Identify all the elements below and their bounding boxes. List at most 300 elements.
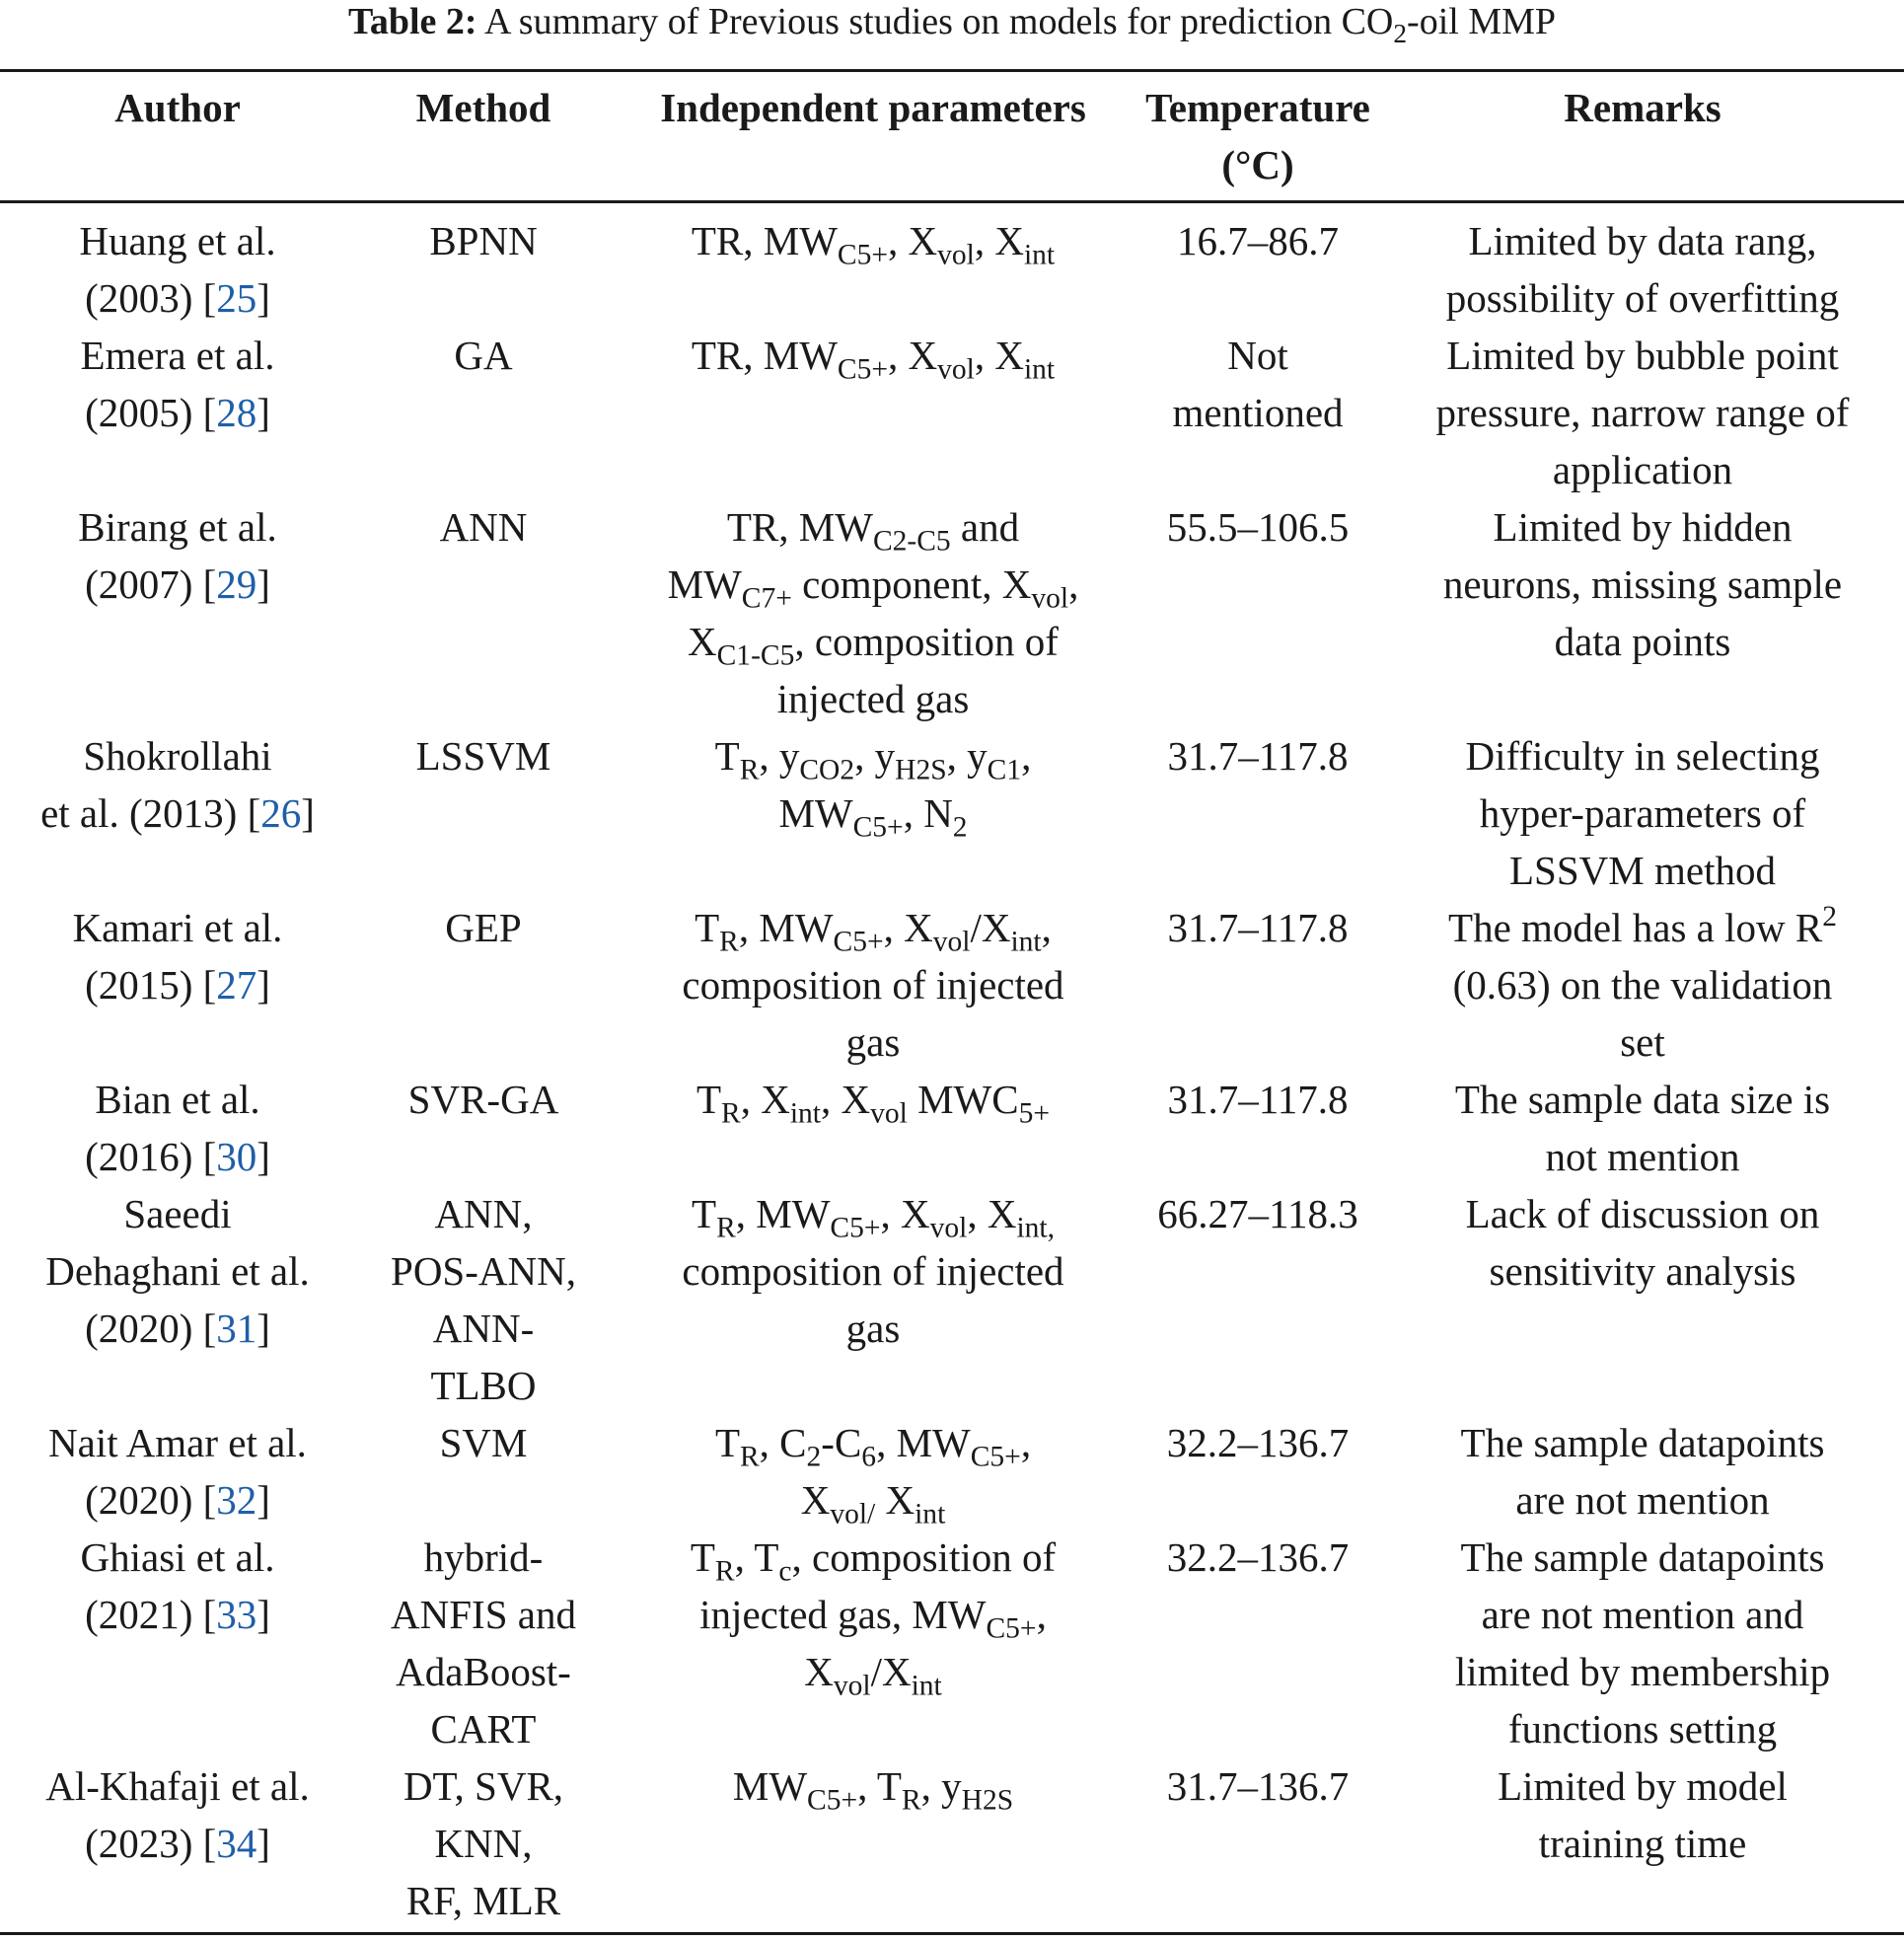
caption-sub: 2 bbox=[1393, 18, 1408, 48]
param-subscript: C1-C5 bbox=[716, 639, 795, 672]
remarks-cell bbox=[1381, 1529, 1904, 1757]
param-text: , MW bbox=[738, 905, 834, 950]
remarks-text: not mention bbox=[1545, 1134, 1740, 1179]
author-line bbox=[0, 1414, 355, 1471]
param-subscript: int bbox=[1023, 353, 1056, 386]
parameters-line bbox=[612, 1300, 1135, 1357]
param-subscript: C5+ bbox=[970, 1441, 1021, 1473]
parameters-line bbox=[612, 1185, 1135, 1242]
author-line bbox=[0, 899, 355, 956]
param-text: /X bbox=[970, 905, 1011, 950]
author-text: Nait Amar et al. bbox=[48, 1420, 307, 1465]
remarks-line bbox=[1381, 1471, 1904, 1529]
temperature-cell bbox=[1135, 1529, 1381, 1586]
author-line bbox=[0, 1242, 355, 1300]
remarks-line bbox=[1381, 212, 1904, 269]
table-caption bbox=[0, 0, 1904, 48]
author-text: Ghiasi et al. bbox=[80, 1534, 275, 1580]
author-text: Huang et al. bbox=[79, 218, 276, 263]
parameters-line bbox=[612, 956, 1135, 1013]
remarks-text: sensitivity analysis bbox=[1489, 1248, 1796, 1294]
remarks-text: hyper-parameters of bbox=[1479, 790, 1806, 836]
param-subscript: C5+ bbox=[833, 926, 884, 958]
reference-link[interactable]: 32 bbox=[216, 1477, 257, 1523]
param-subscript: int, bbox=[1016, 1212, 1055, 1244]
method-line: POS-ANN, bbox=[391, 1248, 576, 1294]
temperature-line: 31.7–117.8 bbox=[1167, 905, 1349, 950]
method-cell bbox=[355, 1185, 612, 1414]
remarks-line bbox=[1381, 1586, 1904, 1643]
bracket-close: ] bbox=[256, 962, 270, 1007]
param-subscript: R bbox=[721, 1097, 741, 1130]
method-cell bbox=[355, 899, 612, 956]
parameters-line bbox=[612, 1414, 1135, 1471]
parameters-line bbox=[612, 899, 1135, 956]
author-text: (2005) [ bbox=[85, 390, 217, 435]
method-cell bbox=[355, 212, 612, 269]
author-line bbox=[0, 1300, 355, 1357]
param-text: , bbox=[1068, 561, 1079, 607]
method-line: ANN, bbox=[434, 1191, 533, 1236]
param-text: , composition of bbox=[791, 1534, 1057, 1580]
parameters-line bbox=[612, 556, 1135, 613]
parameters-line bbox=[612, 212, 1135, 269]
param-text: gas bbox=[845, 1019, 901, 1065]
bracket-close: ] bbox=[256, 1477, 270, 1523]
author-cell bbox=[0, 212, 355, 327]
param-subscript: R bbox=[714, 1555, 735, 1588]
param-subscript: CO2 bbox=[799, 754, 855, 786]
param-subscript: H2S bbox=[961, 1784, 1014, 1817]
remarks-text: LSSVM method bbox=[1509, 848, 1776, 893]
author-line bbox=[0, 956, 355, 1013]
param-subscript: 5+ bbox=[1018, 1097, 1050, 1130]
param-text: , N bbox=[903, 790, 953, 836]
remarks-text: Limited by bubble point bbox=[1446, 333, 1839, 378]
param-text: , y bbox=[759, 733, 800, 779]
param-text: , C bbox=[759, 1420, 807, 1465]
header-remarks: Remarks bbox=[1564, 85, 1721, 130]
param-subscript: C5+ bbox=[837, 239, 889, 271]
remarks-text: set bbox=[1620, 1019, 1665, 1065]
param-subscript: C7+ bbox=[741, 582, 792, 615]
remarks-text: are not mention bbox=[1515, 1477, 1770, 1523]
temperature-line: 31.7–117.8 bbox=[1167, 1077, 1349, 1122]
param-text: , X bbox=[821, 1077, 871, 1122]
author-cell bbox=[0, 727, 355, 842]
author-line bbox=[0, 1128, 355, 1185]
remarks-line bbox=[1381, 1185, 1904, 1242]
remarks-text: The sample data size is bbox=[1454, 1077, 1831, 1122]
reference-link[interactable]: 25 bbox=[216, 275, 257, 321]
author-cell bbox=[0, 1529, 355, 1643]
param-subscript: C2-C5 bbox=[872, 525, 951, 558]
header-method: Method bbox=[415, 85, 551, 130]
parameters-cell bbox=[612, 327, 1135, 384]
parameters-cell bbox=[612, 498, 1135, 727]
parameters-cell bbox=[612, 899, 1135, 1071]
remarks-text: functions setting bbox=[1507, 1706, 1778, 1752]
param-subscript: int bbox=[915, 1498, 946, 1530]
reference-link[interactable]: 33 bbox=[216, 1592, 257, 1637]
param-text: , X bbox=[974, 333, 1024, 378]
author-line bbox=[0, 1757, 355, 1815]
author-line bbox=[0, 556, 355, 613]
param-text: , T bbox=[734, 1534, 779, 1580]
temperature-line: 16.7–86.7 bbox=[1177, 218, 1339, 263]
method-cell bbox=[355, 1529, 612, 1757]
remarks-text: data points bbox=[1554, 619, 1731, 664]
remarks-text: (0.63) on the validation bbox=[1452, 962, 1833, 1007]
param-subscript: 2 bbox=[806, 1441, 822, 1473]
temperature-cell bbox=[1135, 727, 1381, 784]
remarks-cell bbox=[1381, 498, 1904, 670]
method-line: ANN- bbox=[432, 1306, 535, 1351]
remarks-line bbox=[1381, 384, 1904, 441]
remarks-line bbox=[1381, 1071, 1904, 1128]
author-text: (2016) [ bbox=[85, 1134, 217, 1179]
remarks-text: Limited by data rang, bbox=[1468, 218, 1817, 263]
temperature-cell bbox=[1135, 212, 1381, 269]
param-text: T bbox=[690, 1534, 715, 1580]
parameters-line bbox=[612, 1586, 1135, 1643]
temperature-cell bbox=[1135, 1071, 1381, 1128]
author-line bbox=[0, 1471, 355, 1529]
reference-link[interactable]: 34 bbox=[216, 1821, 257, 1866]
param-text: , composition of bbox=[794, 619, 1059, 664]
remarks-line bbox=[1381, 1700, 1904, 1757]
header-temperature bbox=[1135, 79, 1381, 193]
remarks-line bbox=[1381, 1242, 1904, 1300]
param-subscript: R bbox=[716, 1212, 736, 1244]
method-line: SVM bbox=[439, 1420, 528, 1465]
remarks-text: The sample datapoints bbox=[1460, 1534, 1825, 1580]
param-text: , y bbox=[946, 733, 988, 779]
header-rule bbox=[0, 200, 1904, 203]
parameters-line bbox=[612, 613, 1135, 670]
caption-text: A summary of Previous studies on models for prediction CO bbox=[476, 1, 1394, 42]
param-text: , bbox=[1036, 1592, 1047, 1637]
method-cell bbox=[355, 1071, 612, 1128]
param-subscript: vol bbox=[1031, 582, 1069, 615]
param-subscript: C5+ bbox=[986, 1612, 1037, 1645]
bracket-close: ] bbox=[256, 1821, 270, 1866]
author-line bbox=[0, 269, 355, 327]
param-text: MW bbox=[732, 1763, 808, 1809]
remarks-line bbox=[1381, 1414, 1904, 1471]
method-line: SVR-GA bbox=[407, 1077, 559, 1122]
author-line bbox=[0, 1586, 355, 1643]
author-line bbox=[0, 327, 355, 384]
param-text: composition of injected bbox=[682, 1248, 1064, 1294]
parameters-line bbox=[612, 1471, 1135, 1529]
author-text: (2021) [ bbox=[85, 1592, 217, 1637]
param-subscript: int bbox=[1010, 926, 1042, 958]
param-text: , bbox=[1020, 1420, 1032, 1465]
param-text: injected gas bbox=[776, 676, 970, 721]
param-subscript: vol bbox=[932, 926, 971, 958]
author-cell bbox=[0, 327, 355, 441]
parameters-cell bbox=[612, 727, 1135, 842]
param-text: T bbox=[695, 905, 720, 950]
author-line bbox=[0, 1071, 355, 1128]
param-subscript: C1 bbox=[987, 754, 1022, 786]
parameters-line bbox=[612, 727, 1135, 784]
author-line bbox=[0, 1185, 355, 1242]
remarks-text: The model has a low R bbox=[1448, 905, 1823, 950]
param-text: T bbox=[714, 733, 740, 779]
temperature-cell bbox=[1135, 327, 1381, 441]
param-text: injected gas, MW bbox=[699, 1592, 987, 1637]
param-subscript: vol bbox=[937, 353, 975, 386]
param-subscript: vol bbox=[833, 1670, 871, 1702]
parameters-cell bbox=[612, 1414, 1135, 1529]
remarks-cell bbox=[1381, 1071, 1904, 1185]
parameters-line bbox=[612, 670, 1135, 727]
temperature-line: 31.7–117.8 bbox=[1167, 733, 1349, 779]
remarks-line bbox=[1381, 1128, 1904, 1185]
author-text: Birang et al. bbox=[78, 504, 277, 550]
method-line: BPNN bbox=[429, 218, 538, 263]
temperature-line: mentioned bbox=[1172, 390, 1344, 435]
param-subscript: vol bbox=[937, 239, 975, 271]
remarks-text: Difficulty in selecting bbox=[1465, 733, 1820, 779]
param-text: , X bbox=[883, 905, 933, 950]
reference-link[interactable]: 29 bbox=[216, 561, 257, 607]
author-text: Al-Khafaji et al. bbox=[45, 1763, 310, 1809]
temperature-line: 32.2–136.7 bbox=[1166, 1420, 1350, 1465]
param-text: T bbox=[714, 1420, 740, 1465]
param-text: and bbox=[950, 504, 1020, 550]
parameters-cell bbox=[612, 1071, 1135, 1128]
param-text: MW bbox=[778, 790, 853, 836]
param-text: X bbox=[875, 1477, 915, 1523]
remarks-line bbox=[1381, 727, 1904, 784]
remarks-line bbox=[1381, 956, 1904, 1013]
author-cell bbox=[0, 1757, 355, 1872]
temperature-cell bbox=[1135, 1414, 1381, 1471]
param-subscript: R bbox=[739, 754, 760, 786]
method-line: ANN bbox=[439, 504, 528, 550]
author-text: Emera et al. bbox=[80, 333, 275, 378]
method-line: DT, SVR, bbox=[403, 1763, 564, 1809]
author-text: (2015) [ bbox=[85, 962, 217, 1007]
temperature-cell bbox=[1135, 1757, 1381, 1815]
reference-link[interactable]: 26 bbox=[260, 790, 302, 836]
bracket-close: ] bbox=[256, 1134, 270, 1179]
parameters-line bbox=[612, 327, 1135, 384]
author-text: Saeedi bbox=[123, 1191, 232, 1236]
author-text: (2020) [ bbox=[85, 1306, 217, 1351]
author-line bbox=[0, 727, 355, 784]
method-line: AdaBoost- bbox=[396, 1649, 571, 1694]
remarks-cell bbox=[1381, 212, 1904, 327]
remarks-line bbox=[1381, 441, 1904, 498]
param-text: , X bbox=[740, 1077, 790, 1122]
remarks-cell bbox=[1381, 899, 1904, 1071]
param-text: T bbox=[692, 1191, 717, 1236]
param-subscript: vol bbox=[929, 1212, 968, 1244]
remarks-line bbox=[1381, 327, 1904, 384]
parameters-line bbox=[612, 498, 1135, 556]
remarks-line bbox=[1381, 613, 1904, 670]
parameters-line bbox=[612, 784, 1135, 842]
remarks-line bbox=[1381, 899, 1904, 956]
param-text: TR, MW bbox=[691, 333, 838, 378]
param-subscript: C5+ bbox=[807, 1784, 858, 1817]
remarks-text: neurons, missing sample bbox=[1442, 561, 1843, 607]
author-cell bbox=[0, 1071, 355, 1185]
param-text: X bbox=[804, 1649, 834, 1694]
remarks-text: are not mention and bbox=[1481, 1592, 1804, 1637]
param-text: , MW bbox=[876, 1420, 971, 1465]
param-subscript: H2S bbox=[895, 754, 947, 786]
param-subscript: 2 bbox=[952, 811, 968, 844]
param-text: TR, MW bbox=[726, 504, 873, 550]
author-text: (2007) [ bbox=[85, 561, 217, 607]
param-subscript: vol bbox=[870, 1097, 908, 1130]
param-text: , X bbox=[888, 333, 938, 378]
bracket-close: ] bbox=[256, 390, 270, 435]
parameters-cell bbox=[612, 1529, 1135, 1700]
temperature-line: 31.7–136.7 bbox=[1166, 1763, 1350, 1809]
parameters-cell bbox=[612, 1185, 1135, 1357]
method-line: LSSVM bbox=[415, 733, 551, 779]
remarks-cell bbox=[1381, 1185, 1904, 1300]
parameters-line bbox=[612, 1071, 1135, 1128]
author-text: (2023) [ bbox=[85, 1821, 217, 1866]
parameters-line bbox=[612, 1242, 1135, 1300]
parameters-line bbox=[612, 1013, 1135, 1071]
temperature-cell bbox=[1135, 899, 1381, 956]
author-cell bbox=[0, 1185, 355, 1357]
header-author: Author bbox=[114, 85, 241, 130]
param-subscript: int bbox=[789, 1097, 822, 1130]
header-parameters: Independent parameters bbox=[660, 85, 1086, 130]
remarks-text: Lack of discussion on bbox=[1465, 1191, 1820, 1236]
remarks-text: Limited by hidden bbox=[1493, 504, 1793, 550]
method-line: GEP bbox=[445, 905, 522, 950]
method-cell bbox=[355, 727, 612, 784]
param-subscript: int bbox=[911, 1670, 942, 1702]
param-subscript: R bbox=[739, 1441, 760, 1473]
method-line: CART bbox=[430, 1706, 537, 1752]
parameters-cell bbox=[612, 212, 1135, 269]
param-text: , X bbox=[888, 218, 938, 263]
header-temperature-line1: Temperature bbox=[1145, 85, 1370, 130]
caption-text-end: -oil MMP bbox=[1407, 1, 1557, 42]
bracket-close: ] bbox=[301, 790, 315, 836]
param-text: gas bbox=[845, 1306, 901, 1351]
method-line: ANFIS and bbox=[391, 1592, 576, 1637]
param-text: /X bbox=[870, 1649, 912, 1694]
bracket-close: ] bbox=[256, 275, 270, 321]
temperature-line: 32.2–136.7 bbox=[1166, 1534, 1350, 1580]
remarks-line bbox=[1381, 1815, 1904, 1872]
param-text: -C bbox=[821, 1420, 862, 1465]
method-line: KNN, bbox=[434, 1821, 533, 1866]
parameters-line bbox=[612, 1643, 1135, 1700]
author-line bbox=[0, 1815, 355, 1872]
param-subscript: vol/ bbox=[830, 1498, 876, 1530]
temperature-cell bbox=[1135, 498, 1381, 556]
parameters-line bbox=[612, 1529, 1135, 1586]
remarks-line bbox=[1381, 1757, 1904, 1815]
author-text: Dehaghani et al. bbox=[45, 1248, 310, 1294]
author-line bbox=[0, 1529, 355, 1586]
temperature-line: 66.27–118.3 bbox=[1157, 1191, 1358, 1236]
author-text: (2020) [ bbox=[85, 1477, 217, 1523]
author-cell bbox=[0, 899, 355, 1013]
param-text: TR, MW bbox=[691, 218, 838, 263]
reference-link[interactable]: 27 bbox=[216, 962, 257, 1007]
author-text: Kamari et al. bbox=[72, 905, 283, 950]
parameters-cell bbox=[612, 1757, 1135, 1815]
method-cell bbox=[355, 1757, 612, 1929]
remarks-superscript: 2 bbox=[1822, 900, 1837, 933]
temperature-line: 55.5–106.5 bbox=[1166, 504, 1350, 550]
param-text: , T bbox=[857, 1763, 902, 1809]
param-text: , X bbox=[967, 1191, 1017, 1236]
author-text: Bian et al. bbox=[95, 1077, 260, 1122]
method-cell bbox=[355, 1414, 612, 1471]
remarks-cell bbox=[1381, 327, 1904, 498]
remarks-text: pressure, narrow range of bbox=[1435, 390, 1850, 435]
param-subscript: C5+ bbox=[837, 353, 889, 386]
param-text: T bbox=[696, 1077, 722, 1122]
author-line bbox=[0, 784, 355, 842]
temperature-line: Not bbox=[1227, 333, 1288, 378]
param-text: component, X bbox=[791, 561, 1032, 607]
remarks-text: application bbox=[1552, 447, 1733, 492]
reference-link[interactable]: 31 bbox=[216, 1306, 257, 1351]
param-text: , y bbox=[920, 1763, 962, 1809]
remarks-line bbox=[1381, 498, 1904, 556]
param-text: , y bbox=[854, 733, 896, 779]
method-cell bbox=[355, 327, 612, 384]
param-text: MWC bbox=[907, 1077, 1019, 1122]
remarks-line bbox=[1381, 556, 1904, 613]
param-subscript: C5+ bbox=[830, 1212, 881, 1244]
param-subscript: R bbox=[901, 1784, 921, 1817]
remarks-text: Limited by model bbox=[1498, 1763, 1788, 1809]
param-text: , X bbox=[880, 1191, 930, 1236]
param-subscript: int bbox=[1023, 239, 1056, 271]
remarks-line bbox=[1381, 842, 1904, 899]
param-subscript: 6 bbox=[861, 1441, 877, 1473]
remarks-cell bbox=[1381, 1414, 1904, 1529]
bottom-rule bbox=[0, 1932, 1904, 1935]
temperature-cell bbox=[1135, 1185, 1381, 1242]
bracket-close: ] bbox=[256, 1592, 270, 1637]
author-line bbox=[0, 212, 355, 269]
param-text: composition of injected bbox=[682, 962, 1064, 1007]
remarks-line bbox=[1381, 784, 1904, 842]
remarks-line bbox=[1381, 1529, 1904, 1586]
remarks-line bbox=[1381, 269, 1904, 327]
reference-link[interactable]: 30 bbox=[216, 1134, 257, 1179]
param-subscript: C5+ bbox=[852, 811, 904, 844]
reference-link[interactable]: 28 bbox=[216, 390, 257, 435]
method-line: TLBO bbox=[430, 1363, 537, 1408]
param-subscript: c bbox=[778, 1555, 792, 1588]
author-text: Shokrollahi bbox=[83, 733, 272, 779]
param-text: X bbox=[688, 619, 717, 664]
author-cell bbox=[0, 1414, 355, 1529]
param-text: , bbox=[1041, 905, 1052, 950]
param-subscript: R bbox=[719, 926, 739, 958]
param-text: MW bbox=[667, 561, 742, 607]
